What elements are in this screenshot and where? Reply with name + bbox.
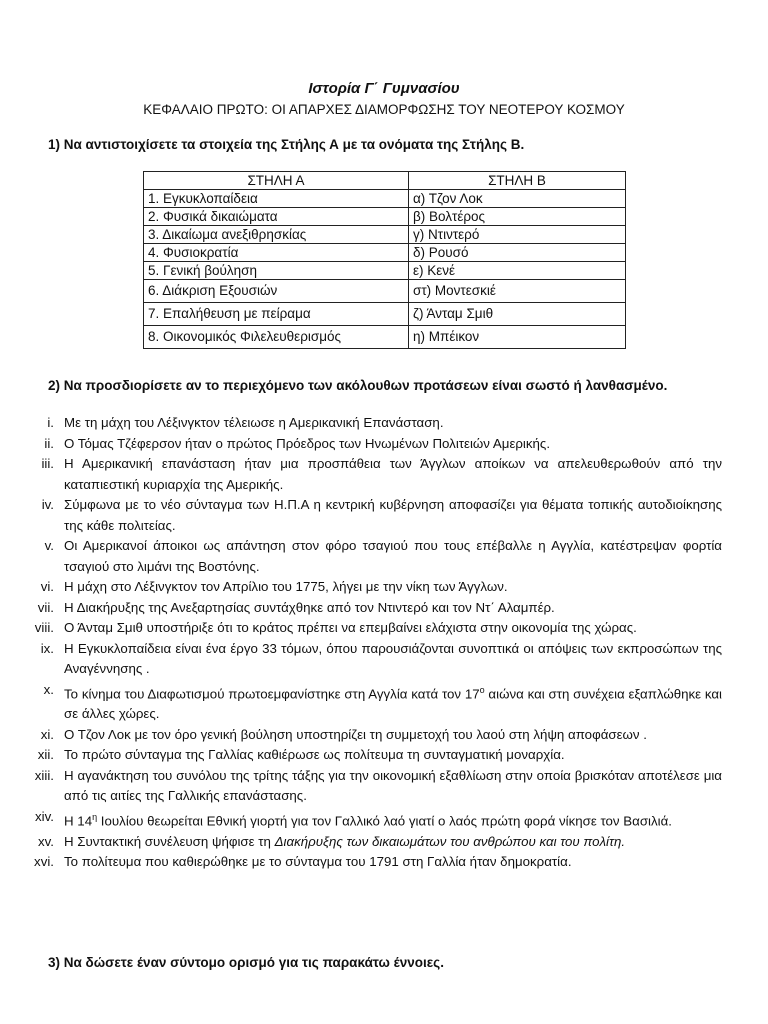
item-text: Με τη μάχη του Λέξινγκτον τέλειωσε η Αμερικανική Επανάσταση. bbox=[64, 415, 444, 430]
column-b-cell: η) Μπέικον bbox=[409, 326, 626, 349]
italic-title: Διακήρυξης των δικαιωμάτων του ανθρώπου και του πολίτη. bbox=[274, 833, 626, 849]
ordinal-superscript: ο bbox=[479, 684, 485, 695]
item-number: xi. bbox=[40, 726, 54, 742]
list-item bbox=[0, 745, 768, 766]
item-text bbox=[64, 680, 722, 725]
item-text: Η Εγκυκλοπαίδεια είναι ένα έργο 33 τόμων, όπου παρουσιάζονται συνοπτικά οι απόψεις των εκπροσώπων της Αναγέννησης . bbox=[64, 640, 722, 676]
table-row bbox=[144, 226, 626, 244]
list-item bbox=[0, 766, 768, 807]
item-number: xv. bbox=[37, 833, 54, 849]
chapter-heading: ΚΕΦΑΛΑΙΟ ΠΡΩΤΟ: ΟΙ ΑΠΑΡΧΕΣ ΔΙΑΜΟΡΦΩΣΗΣ ΤΟΥ ΝΕΟΤΕΡΟΥ ΚΟΣΜΟΥ bbox=[143, 102, 625, 117]
column-b-cell: ε) Κενέ bbox=[409, 262, 626, 280]
item-number: vii. bbox=[37, 599, 54, 615]
item-text-part: Το κίνημα του Διαφωτισμού πρωτοεμφανίστηκε στη Αγγλία κατά τον 17 bbox=[64, 685, 480, 701]
table-row bbox=[144, 262, 626, 280]
list-item bbox=[0, 536, 768, 577]
item-text: Σύμφωνα με το νέο σύνταγμα των Η.Π.Α η κεντρική κυβέρνηση αποφασίζει για θέματα τοπικής αυτοδιοίκησης της κάθε πολιτείας. bbox=[64, 497, 722, 533]
item-text: Οι Αμερικανοί άποικοι ως απάντηση στον φόρο τσαγιού που τους επέβαλλε η Αγγλία, κατέστρεψαν φορτία τσαγιού στο λιμάνι της Βοστόνης. bbox=[64, 538, 722, 574]
item-number: iii. bbox=[41, 456, 54, 471]
item-text-part: αιώνα και στη συνέχεια εξαπλώθηκε και σε άλλες χώρες. bbox=[64, 685, 722, 722]
matching-table bbox=[143, 171, 626, 349]
item-number: xii. bbox=[37, 747, 54, 763]
list-item bbox=[0, 495, 768, 536]
column-b-header: ΣΤΗΛΗ Β bbox=[409, 172, 626, 190]
column-a-cell: 4. Φυσιοκρατία bbox=[144, 244, 409, 262]
list-item bbox=[0, 598, 768, 619]
column-a-cell: 2. Φυσικά δικαιώματα bbox=[144, 208, 409, 226]
table-row bbox=[144, 326, 626, 349]
column-a-cell: 1. Εγκυκλοπαίδεια bbox=[144, 190, 409, 208]
table-row bbox=[144, 244, 626, 262]
column-b-cell: α) Τζον Λοκ bbox=[409, 190, 626, 208]
item-text-part: Η Συντακτική συνέλευση ψήφισε τη bbox=[64, 833, 275, 849]
list-item bbox=[0, 725, 768, 746]
item-text: Το πρώτο σύνταγμα της Γαλλίας καθιέρωσε ως πολίτευμα τη συνταγματική μοναρχία. bbox=[64, 747, 565, 763]
item-number: xvi. bbox=[34, 854, 54, 870]
table-row bbox=[144, 190, 626, 208]
item-number: i. bbox=[47, 415, 54, 430]
column-b-cell: γ) Ντιντερό bbox=[409, 226, 626, 244]
item-text: Η μάχη στο Λέξινγκτον τον Απρίλιο του 1775, λήγει με την νίκη των Άγγλων. bbox=[64, 579, 508, 594]
item-text: Ο Άνταμ Σμιθ υποστήριξε ότι το κράτος πρέπει να επεμβαίνει ελάχιστα στην οικονομία της χώρας. bbox=[64, 620, 637, 635]
question-3-prompt: 3) Να δώσετε έναν σύντομο ορισμό για τις παρακάτω έννοιες. bbox=[48, 955, 444, 970]
column-a-cell: 3. Δικαίωμα ανεξιθρησκίας bbox=[144, 226, 409, 244]
list-item bbox=[0, 434, 768, 455]
list-item bbox=[0, 577, 768, 598]
column-a-cell: 7. Επαλήθευση με πείραμα bbox=[144, 303, 409, 326]
table-row bbox=[144, 303, 626, 326]
list-item bbox=[0, 618, 768, 639]
column-b-cell: β) Βολτέρος bbox=[409, 208, 626, 226]
column-b-cell: δ) Ρουσό bbox=[409, 244, 626, 262]
item-text: Ο Τζον Λοκ με τον όρο γενική βούληση υποστηρίζει τη συμμετοχή του λαού στη λήψη αποφάσεων . bbox=[64, 726, 647, 742]
item-number: x. bbox=[43, 681, 54, 697]
item-text: Ο Τόμας Τζέφερσον ήταν ο πρώτος Πρόεδρος των Ηνωμένων Πολιτειών Αμερικής. bbox=[64, 435, 551, 451]
list-item bbox=[0, 807, 768, 832]
document-title: Ιστορία Γ΄ Γυμνασίου bbox=[308, 80, 460, 97]
list-item bbox=[0, 454, 768, 495]
item-number: xiv. bbox=[35, 808, 54, 824]
list-item bbox=[0, 413, 768, 434]
item-text: Η Διακήρυξης της Ανεξαρτησίας συντάχθηκε από τον Ντιντερό και τον Ντ΄ Αλαμπέρ. bbox=[64, 599, 555, 615]
column-a-cell: 6. Διάκριση Εξουσιών bbox=[144, 280, 409, 303]
item-text: Η Αμερικανική επανάσταση ήταν μια προσπάθεια των Άγγλων αποίκων να απελευθερωθούν από την καταπιεστική κυριαρχία της Αμερικής. bbox=[64, 456, 722, 492]
item-text: Η αγανάκτηση του συνόλου της τρίτης τάξης για την οικονομική εξαθλίωση στην οποία βρισκόταν αποτέλεσε μια από τις αιτίες της Γαλλικής επανάστασης. bbox=[64, 767, 722, 804]
item-number: viii. bbox=[34, 620, 54, 635]
list-item bbox=[0, 852, 768, 873]
table-row bbox=[144, 280, 626, 303]
matching-table-header bbox=[144, 172, 626, 190]
table-row bbox=[144, 208, 626, 226]
ordinal-superscript: η bbox=[92, 811, 98, 822]
question-2-prompt: 2) Να προσδιορίσετε αν το περιεχόμενο των ακόλουθων προτάσεων είναι σωστό ή λανθασμένο. bbox=[48, 378, 668, 393]
item-text: Το πολίτευμα που καθιερώθηκε με το σύνταγμα του 1791 στη Γαλλία ήταν δημοκρατία. bbox=[64, 854, 572, 870]
item-text bbox=[64, 832, 722, 853]
list-item bbox=[0, 832, 768, 853]
question-1-prompt: 1) Να αντιστοιχίσετε τα στοιχεία της Στήλης Α με τα ονόματα της Στήλης Β. bbox=[48, 137, 525, 152]
item-text-part: Η 14 bbox=[64, 813, 93, 829]
list-item bbox=[0, 680, 768, 725]
column-a-cell: 5. Γενική βούληση bbox=[144, 262, 409, 280]
column-b-cell: στ) Μοντεσκιέ bbox=[409, 280, 626, 303]
item-number: v. bbox=[44, 538, 54, 553]
column-a-cell: 8. Οικονομικός Φιλελευθερισμός bbox=[144, 326, 409, 349]
item-number: ii. bbox=[44, 435, 54, 451]
item-text-part: Ιουλίου θεωρείται Εθνική γιορτή για τον Γαλλικό λαό γιατί ο λαός πρώτη φορά νίκησε τον Βασιλιά. bbox=[97, 813, 672, 829]
item-number: xiii. bbox=[34, 767, 54, 783]
column-b-cell: ζ) Άνταμ Σμιθ bbox=[409, 303, 626, 326]
item-number: vi. bbox=[40, 579, 54, 594]
item-number: ix. bbox=[40, 640, 54, 656]
statement-list bbox=[0, 413, 768, 873]
item-text bbox=[64, 807, 722, 832]
list-item bbox=[0, 639, 768, 680]
column-a-header: ΣΤΗΛΗ Α bbox=[144, 172, 409, 190]
item-number: iv. bbox=[41, 497, 54, 512]
